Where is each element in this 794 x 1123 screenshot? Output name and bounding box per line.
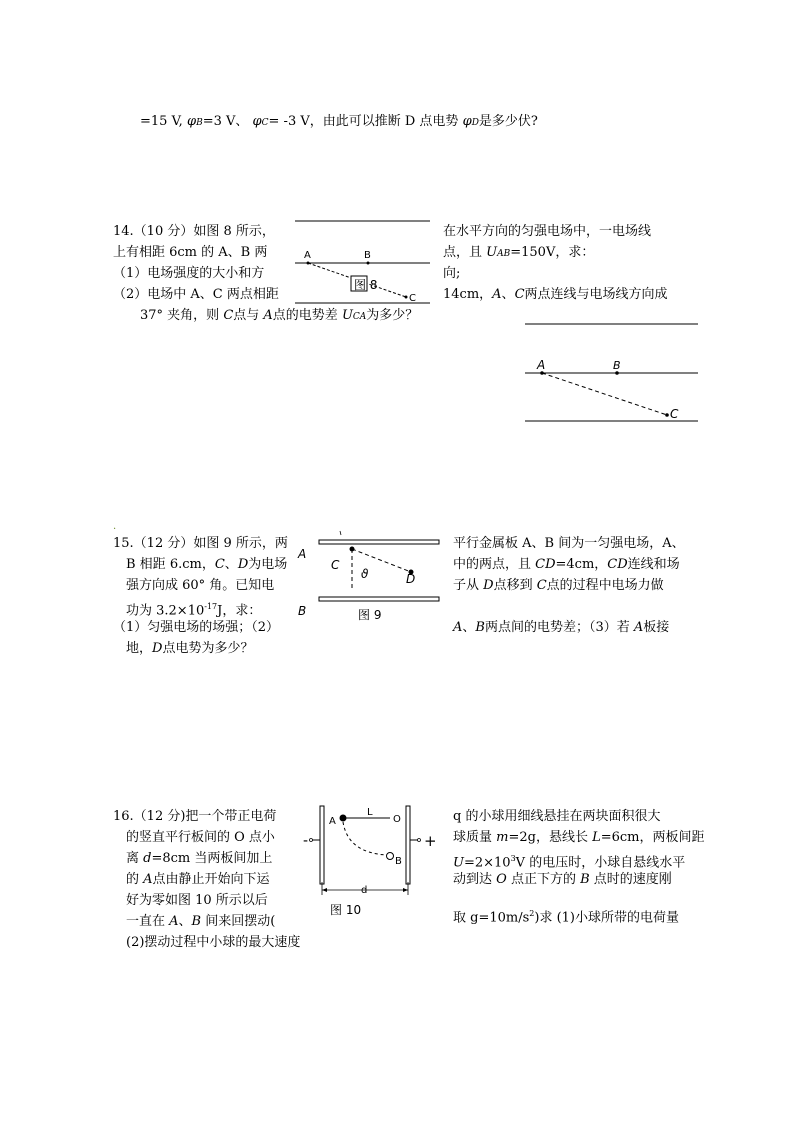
label-b: B	[298, 604, 307, 618]
dim-arrow-right	[403, 888, 408, 892]
q15-left-line-3: 强方向成 60° 角。已知电	[126, 578, 275, 593]
q13-text-1: =15 V,	[140, 114, 183, 129]
q15-right2-value: =4cm，	[555, 557, 608, 572]
figure-8-small	[290, 215, 435, 310]
q15-left-line-6	[126, 641, 253, 657]
point-c	[350, 547, 355, 552]
label-c: C	[409, 293, 416, 304]
q16-left-line-3	[126, 851, 272, 867]
q14-right2-text: 点，且	[443, 245, 487, 260]
q14-right2-u: U	[486, 245, 498, 260]
q16-left-line-4	[126, 872, 270, 888]
q16-left-line-7: (2)摆动过程中小球的最大速度	[126, 935, 301, 950]
right-terminal	[418, 839, 421, 842]
label-b: B	[613, 359, 621, 372]
q15-left4-text-b: J，求：	[217, 603, 262, 619]
q15-right5-text-c: 板接	[643, 620, 670, 635]
phi-c-subscript: C	[261, 118, 269, 128]
q16-right4-text: 动到达	[453, 872, 497, 887]
q15-left2-text: B 相距 6.cm，	[126, 557, 215, 572]
q15-left-line-5: （1）匀强电场的场强；（2）	[113, 620, 280, 635]
q14-left-line-2: 上有相距 6cm 的 A、B 两	[113, 245, 268, 260]
q14-line5-u-sub: CA	[352, 312, 367, 322]
q15-left2-c: C	[214, 557, 225, 572]
point-c	[405, 296, 408, 299]
swing-arc	[343, 822, 387, 855]
figure-9-caption: 图 9	[358, 608, 382, 622]
q14-right-line-4	[443, 287, 668, 303]
q14-right2-text-c: ，求：	[555, 245, 595, 260]
q13-text-3: = -3 V，由此可以推断 D 点电势	[268, 114, 459, 129]
q15-right5-sep: 、	[462, 620, 476, 635]
q16-right4-text-c: 点时的速度刚	[589, 872, 672, 887]
stray-dot: .	[113, 521, 117, 532]
q14-line-5	[140, 308, 418, 325]
label-b: B	[364, 250, 371, 261]
q14-left-line-1: 14.（10 分）如图 8 所示，	[113, 224, 275, 239]
q16-left6-sep: 、	[178, 914, 192, 929]
figure-10	[300, 800, 450, 922]
q15-right3-text-b: 点移到	[493, 578, 537, 593]
label-c: C	[670, 407, 679, 421]
label-o: O	[393, 814, 401, 825]
q15-right-line-3	[453, 578, 664, 594]
q14-right4-text: 14cm，	[443, 287, 493, 302]
label-a: A	[329, 816, 336, 827]
q15-right3-d: D	[483, 578, 494, 593]
q14-line5-c: C	[223, 308, 234, 323]
q14-line5-text-b: 点与	[233, 308, 264, 323]
q15-left2-d: D	[237, 557, 249, 572]
q14-right2-u-sub: AB	[497, 249, 511, 259]
label-a: A	[298, 547, 307, 561]
plus-sign: +	[424, 832, 437, 850]
q16-right3-text: =2×10	[463, 855, 511, 871]
point-a	[307, 262, 310, 265]
q15-left2-sep: 、	[224, 557, 238, 572]
figure-8-caption: 图 8	[354, 278, 378, 292]
q15-left6-text-b: 点电势为多少？	[162, 641, 254, 656]
q14-right4-text-c: 两点连线与电场线方向成	[524, 287, 668, 302]
q14-line5-text-c: 点的电势差	[272, 308, 342, 323]
q16-right-line-2	[453, 830, 705, 846]
q15-right-line-1: 平行金属板 A、B 间为一匀强电场，A、	[453, 536, 685, 551]
q15-left-line-1: 15.（12 分）如图 9 所示，两	[113, 536, 288, 551]
q14-right4-c: C	[514, 287, 525, 302]
q14-right-line-3: 向;	[443, 266, 461, 281]
q15-left4-exponent: -17	[204, 602, 218, 611]
q16-left4-text-b: 点由静止开始向下运	[152, 872, 270, 887]
q14-right-line-1: 在水平方向的匀强电场中，一电场线	[443, 224, 652, 239]
ball-a	[340, 815, 347, 822]
q16-left4-text: 的	[126, 872, 144, 887]
label-c: C	[331, 558, 340, 572]
q14-line5-u: U	[341, 308, 353, 323]
ac-dashed-line	[542, 373, 667, 415]
q16-right-line-3	[453, 851, 685, 871]
point-b	[367, 262, 370, 265]
label-b: B	[395, 856, 402, 867]
q16-right4-text-b: 点正下方的	[506, 872, 581, 887]
q16-right2-m: m	[496, 830, 509, 845]
label-a: A	[304, 250, 311, 261]
q14-right4-a: A	[492, 287, 502, 302]
q16-right-line-4	[453, 872, 672, 888]
q14-right4-sep: 、	[501, 287, 515, 302]
q14-right-line-2	[443, 245, 594, 262]
minus-sign: -	[303, 833, 309, 849]
q14-left-line-4: （2）电场中 A、C 两点相距	[113, 287, 279, 302]
q14-line5-text: 37° 夹角，则	[140, 308, 224, 323]
q16-left6-text: 一直在	[126, 914, 170, 929]
q16-right2-text-b: =2g，悬线长	[508, 830, 593, 845]
label-a: A	[537, 358, 546, 372]
q15-right2-cd: CD	[535, 557, 556, 572]
q14-left-line-3: （1）电场强度的大小和方	[113, 266, 265, 281]
theta-symbol: ϑ	[361, 567, 369, 581]
q16-left-line-6	[126, 914, 275, 930]
q15-right3-text: 子从	[453, 578, 484, 593]
q16-left3-text-b: =8cm 当两板间加上	[151, 851, 273, 866]
q16-right3-text-b: V 的电压时，小球自悬线水平	[515, 855, 686, 871]
q16-right2-text: 球质量	[453, 830, 497, 845]
q15-right2-text-c: 连线和场	[627, 557, 680, 572]
q15-left6-text: 地，	[126, 641, 153, 656]
label-d: D	[406, 572, 416, 586]
plate-a	[319, 540, 439, 544]
q16-right5-text: 取 g=10m/s	[453, 910, 530, 926]
q16-right5-exponent: 2	[529, 909, 535, 918]
q16-right4-o: O	[496, 872, 507, 887]
figure-10-caption: 图 10	[330, 903, 362, 917]
q16-right5-text-b: )求 (1)小球所带的电荷量	[534, 910, 679, 926]
phi-d-symbol: φ	[462, 114, 472, 129]
q15-right5-a-2: A	[633, 620, 644, 635]
q16-left6-a: A	[169, 914, 179, 929]
q15-right-line-2	[453, 557, 680, 573]
q16-left-line-1: 16.（12 分)把一个带正电荷	[113, 809, 277, 824]
plate-b	[319, 597, 439, 601]
left-plate	[320, 806, 324, 884]
dim-arrow-left	[322, 888, 327, 892]
q15-right2-text: 中的两点，且	[453, 557, 536, 572]
q14-line5-a: A	[263, 308, 273, 323]
q13-line	[140, 114, 538, 131]
q15-right5-b: B	[475, 620, 485, 635]
q16-right2-text-c: =6cm，两板间距	[600, 830, 705, 845]
phi-d-subscript: D	[471, 118, 479, 128]
q16-left-line-5: 好为零如图 10 所示以后	[126, 893, 268, 908]
q15-left-line-2	[126, 557, 287, 573]
q16-right3-exponent: 3	[510, 854, 516, 863]
q15-left-line-4	[126, 599, 261, 619]
q16-left4-a: A	[143, 872, 153, 887]
q14-line5-text-d: 为多少？	[366, 308, 419, 323]
tick-mark	[340, 531, 341, 535]
point-c	[665, 413, 669, 417]
q15-left4-text: 功为 3.2×10	[126, 603, 205, 619]
q13-text-2: =3 V、	[202, 114, 249, 129]
right-plate	[406, 806, 410, 884]
label-d: d	[361, 885, 368, 896]
q16-left6-b: B	[191, 914, 202, 929]
q15-right-line-5	[453, 620, 669, 636]
ball-b	[387, 853, 394, 860]
q15-right5-text: 两点间的电势差；（3）若	[484, 620, 634, 635]
q14-right2-value: =150V	[510, 245, 556, 260]
q15-right5-a: A	[453, 620, 463, 635]
q15-left6-d: D	[152, 641, 163, 656]
q16-right-line-1: q 的小球用细线悬挂在两块面积很大	[453, 809, 661, 824]
q16-left-line-2: 的竖直平行板间的 O 点小	[126, 830, 275, 845]
label-l: L	[367, 807, 373, 818]
q16-right4-b: B	[580, 872, 590, 887]
q16-left3-text: 离	[126, 851, 144, 866]
figure-8-large	[520, 318, 705, 428]
q16-left6-text-c: 间来回摆动(	[201, 914, 276, 929]
q16-right-line-5	[453, 906, 679, 926]
q16-left3-d: d	[143, 851, 152, 866]
left-terminal	[310, 839, 313, 842]
phi-b-symbol: φ	[186, 114, 197, 129]
phi-c-symbol: φ	[252, 114, 262, 129]
q15-right2-cd-2: CD	[607, 557, 628, 572]
phi-b-subscript: B	[196, 118, 203, 128]
q15-right3-c: C	[536, 578, 547, 593]
figure-9	[295, 528, 445, 626]
q15-left2-text-c: 为电场	[248, 557, 288, 572]
q15-right3-text-c: 点的过程中电场力做	[546, 578, 664, 593]
q16-right2-l: L	[592, 830, 601, 845]
q16-right3-u: U	[453, 855, 464, 871]
q13-text-4: 是多少伏?	[478, 114, 538, 129]
